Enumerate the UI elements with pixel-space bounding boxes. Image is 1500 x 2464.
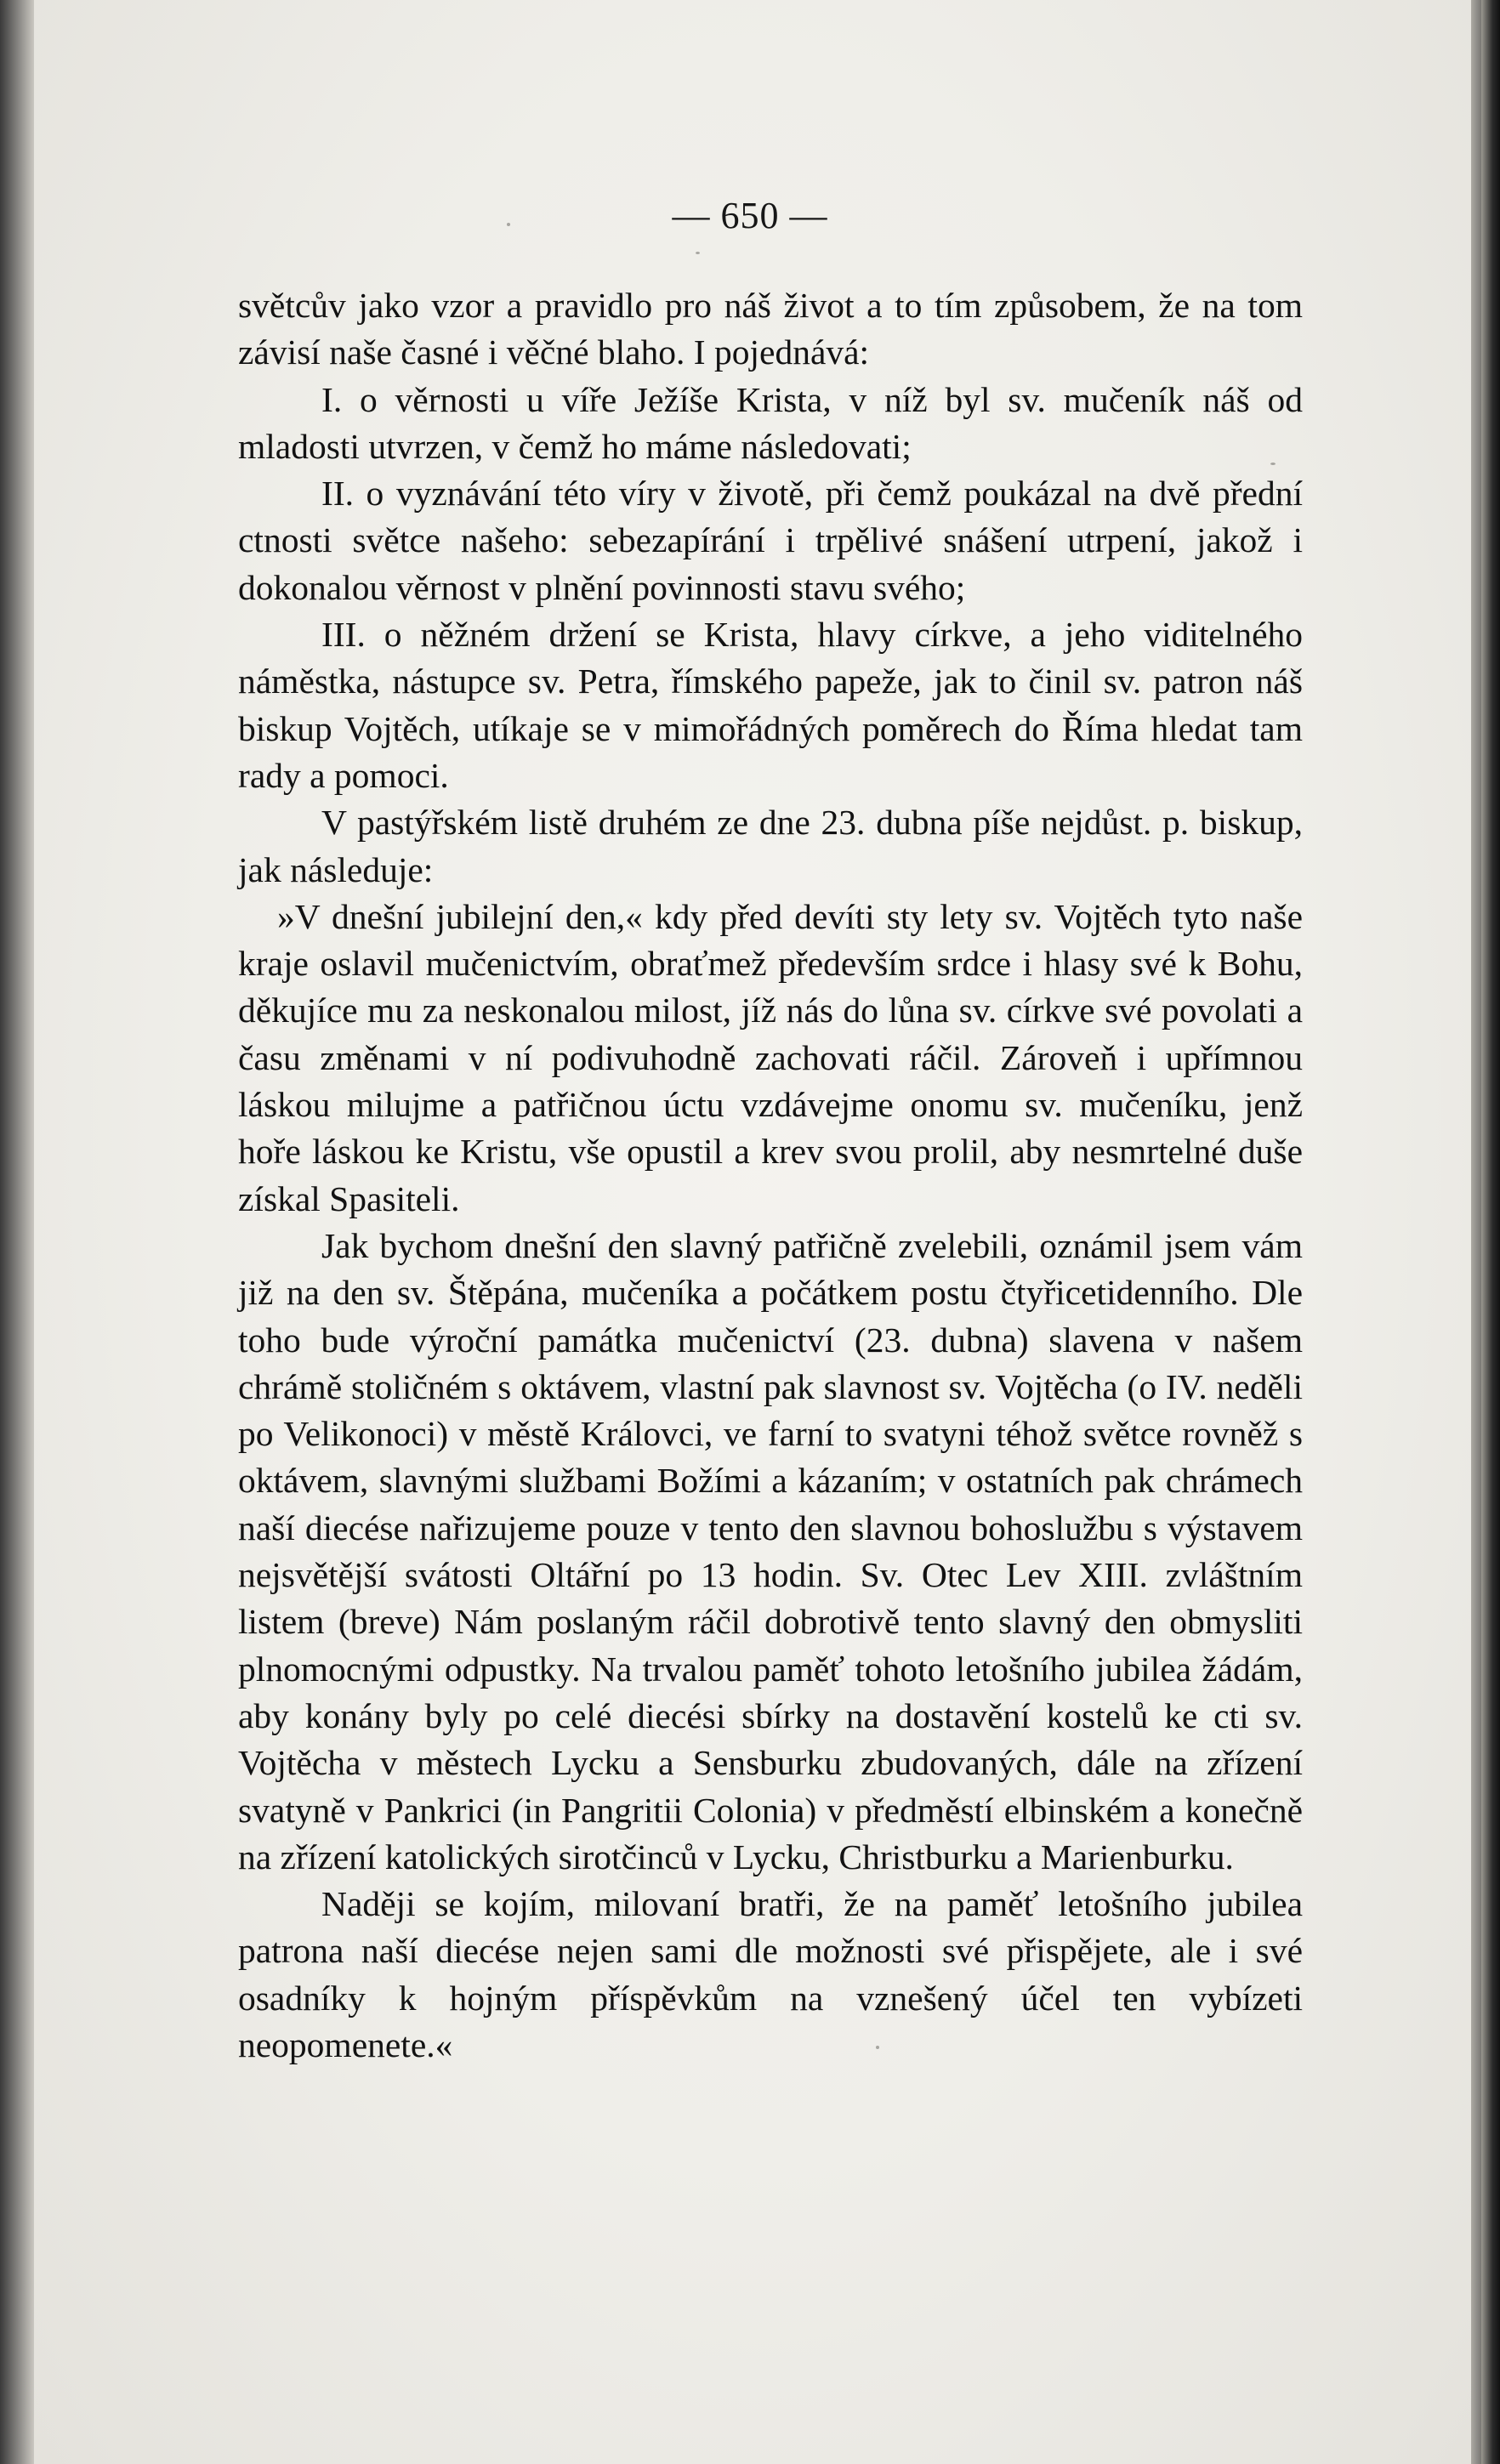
paragraph-quote: »V dnešní jubilejní den,« kdy před devíti sty lety sv. Vojtěch tyto naše kraje oslavil mučenictvím, obraťmež především srdce i hlasy své k Bohu, děkujíce mu za neskonalou milost, jíž nás do lůna sv. církve své povolati a času změnami v ní podivuhodně zachovati ráčil. Zároveň i upřímnou láskou milujme a patřičnou úctu vzdávejme onomu sv. mučeníku, jenž hoře láskou ke Kristu, vše opustil a krev svou prolil, aby nesmrtelné duše získal Spasiteli. xyxy=(238,896,1303,1218)
body-text xyxy=(238,282,1303,2069)
paragraph: I. o věrnosti u víře Ježíše Krista, v níž byl sv. mučeník náš od mladosti utvrzen, v čemž ho máme následovati; xyxy=(238,379,1303,466)
paragraph: světcův jako vzor a pravidlo pro náš život a to tím způsobem, že na tom závisí naše časné i věčné blaho. I pojednává: xyxy=(238,286,1303,372)
paragraph: V pastýřském listě druhém ze dne 23. dubna píše nejdůst. p. biskup, jak následuje: xyxy=(238,803,1303,889)
scan-edge-shadow xyxy=(1481,0,1500,2464)
page-number: — 650 — xyxy=(672,195,828,236)
paragraph: II. o vyznávání této víry v životě, při čemž poukázal na dvě přední ctnosti světce našeho: sebezapírání i trpělivé snášení utrpení, jakož i dokonalou věrnost v plnění povinnosti stavu svého; xyxy=(238,474,1303,607)
paragraph: Jak bychom dnešní den slavný patřičně zvelebili, oznámil jsem vám již na den sv. Štěpána, mučeníka a počátkem postu čtyřicetidenního. Dle toho bude výroční památka mučenictví (23. dubna) slavena v našem chrámě stoličném s oktávem, vlastní pak slavnost sv. Vojtěcha (o IV. neděli po Velikonoci) v městě Královci, ve farní to svatyni téhož světce rovněž s oktávem, slavnými službami Božími a kázaním; v ostatních pak chrámech naší diecése nařizujeme pouze v tento den slavnou bohoslužbu s výstavem nejsvětější svátosti Oltářní po 13 hodin. Sv. Otec Lev XIII. zvláštním listem (breve) Nám poslaným ráčil dobrotivě tento slavný den obmysliti plnomocnými odpustky. Na trvalou paměť tohoto letošního jubilea žádám, aby konány byly po celé diecési sbírky na dostavění kostelů ke cti sv. Vojtěcha v městech Lycku a Sensburku zbudovaných, dále na zřízení svatyně v Pankrici (in Pangritii Colonia) v předměstí elbinském a konečně na zřízení katolických sirotčinců v Lycku, Christburku a Marienburku. xyxy=(238,1225,1303,1876)
paragraph: Naději se kojím, milovaní bratři, že na paměť letošního jubilea patrona naší diecése nejen sami dle možnosti své přispějete, ale i své osadníky k hojným příspěvkům na vznešený účel ten vybízeti neopomenete.« xyxy=(238,1884,1303,2064)
paper-speck xyxy=(696,252,700,254)
paragraph: III. o něžném držení se Krista, hlavy církve, a jeho viditelného náměstka, nástupce sv. Petra, římského papeže, jak to činil sv. patron náš biskup Vojtěch, utíkaje se v mimořádných poměrech do Říma hledat tam rady a pomoci. xyxy=(238,615,1303,795)
